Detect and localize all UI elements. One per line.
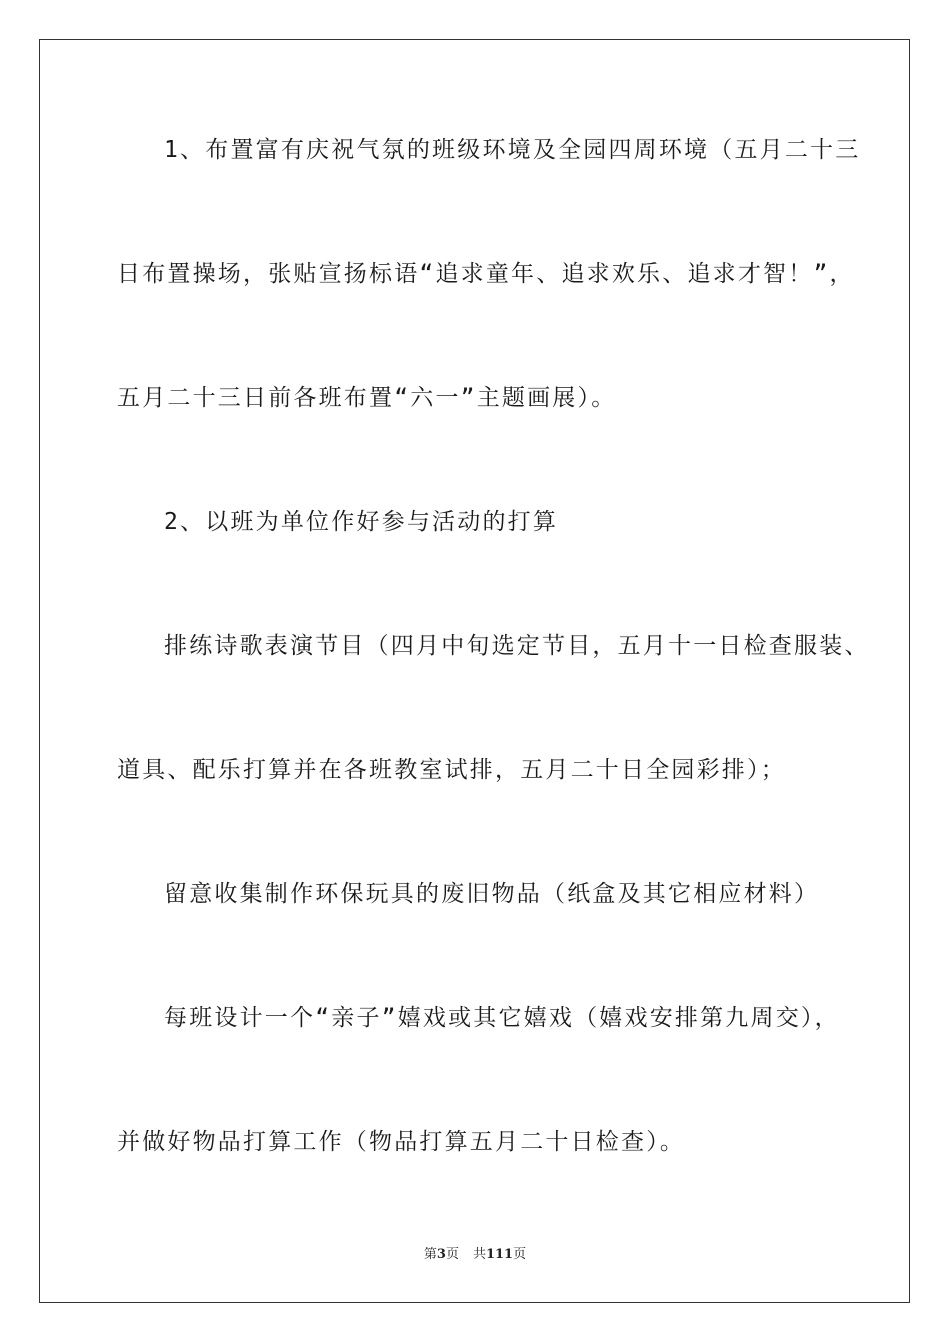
page-suffix: 页 xyxy=(445,1247,459,1262)
paragraph-line-7: 留意收集制作环保玩具的废旧物品（纸盒及其它相应材料） xyxy=(164,881,820,907)
page-footer xyxy=(0,1246,950,1264)
total-prefix: 共 xyxy=(472,1247,486,1262)
page-prefix: 第 xyxy=(423,1247,437,1262)
paragraph-line-3: 五月二十三日前各班布置“六一”主题画展）。 xyxy=(117,385,617,411)
page-number: 3 xyxy=(436,1247,446,1262)
total-pages: 111 xyxy=(485,1247,514,1262)
paragraph-line-6: 道具、配乐打算并在各班教室试排，五月二十日全园彩排）； xyxy=(117,757,786,783)
paragraph-line-1: 1、布置富有庆祝气氛的班级环境及全园四周环境（五月二十三 xyxy=(164,137,861,163)
paragraph-line-5: 排练诗歌表演节目（四月中旬选定节目，五月十一日检查服装、 xyxy=(164,633,870,659)
total-suffix: 页 xyxy=(513,1247,527,1262)
paragraph-line-9: 并做好物品打算工作（物品打算五月二十日检查）。 xyxy=(117,1129,686,1155)
page-border xyxy=(39,39,910,1303)
paragraph-line-8: 每班设计一个“亲子”嬉戏或其它嬉戏（嬉戏安排第九周交）， xyxy=(164,1005,840,1031)
paragraph-line-4: 2、以班为单位作好参与活动的打算 xyxy=(164,509,559,535)
paragraph-line-2: 日布置操场，张贴宣扬标语“追求童年、追求欢乐、追求才智！”， xyxy=(117,261,855,287)
